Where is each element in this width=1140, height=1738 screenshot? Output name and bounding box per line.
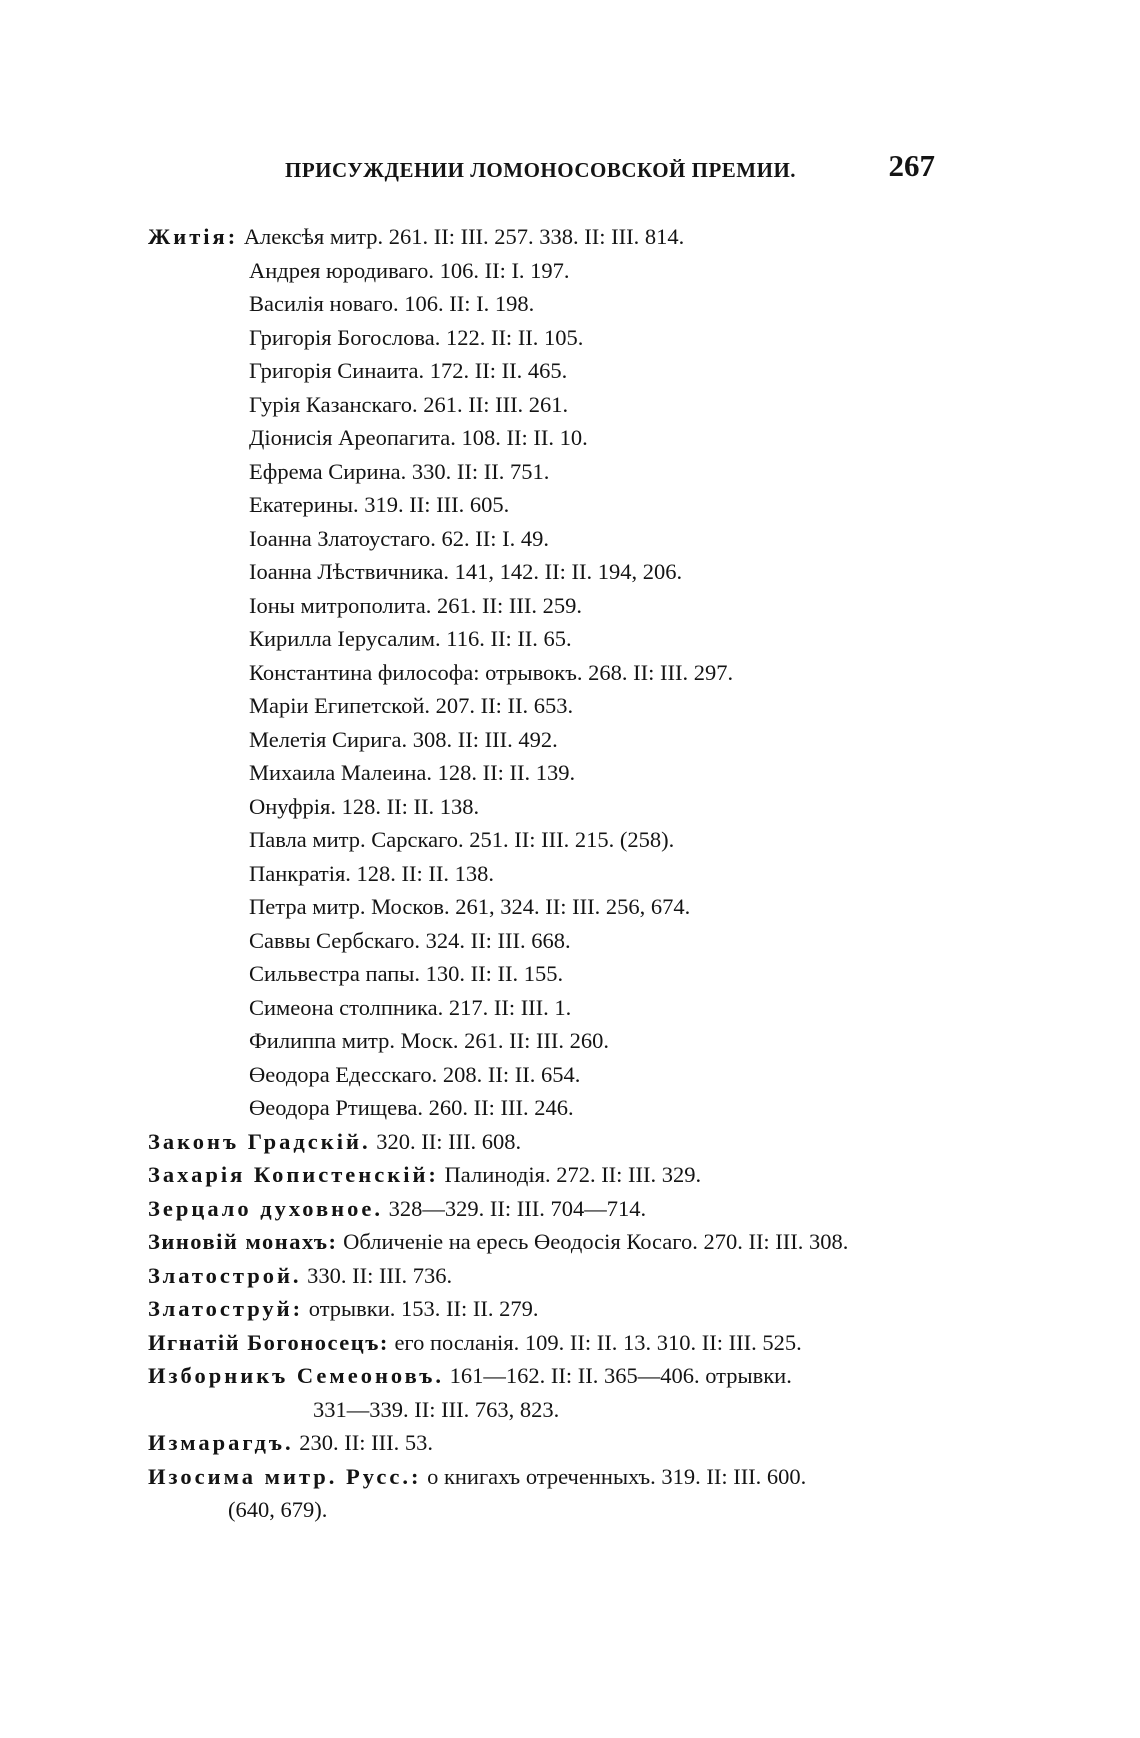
entry-text: Палинодія. 272. II: III. 329. — [444, 1162, 702, 1187]
sub-entry: Екатерины. 319. II: III. 605. — [249, 492, 510, 517]
entry-head: Захарія Копистенскій: — [148, 1162, 439, 1187]
index-entry-zlatostruy — [148, 1292, 948, 1326]
entry-text: 328—329. II: III. 704—714. — [388, 1195, 647, 1221]
sub-entry: Діонисія Ареопагита. 108. II: II. 10. — [249, 425, 588, 450]
entry-text: его посланія. 109. II: II. 13. 310. II: III. 525. — [394, 1329, 802, 1355]
index-entry-izbornik — [148, 1359, 948, 1393]
entry-head: Изборникъ Семеоновъ. — [148, 1363, 444, 1388]
running-title: ПРИСУЖДЕНИИ ЛОМОНОСОВСКОЙ ПРЕМИИ. — [285, 158, 797, 182]
index-entry-izmaragd — [148, 1426, 948, 1460]
page-number: 267 — [888, 148, 935, 183]
entry-text: о книгахъ отреченныхъ. 319. II: III. 600. — [427, 1463, 807, 1489]
sub-entry: Гурія Казанскаго. 261. II: III. 261. — [249, 391, 569, 417]
index-entries — [148, 220, 948, 1527]
index-entry-ignatiy — [148, 1326, 948, 1360]
index-entry-zlatostroy — [148, 1259, 948, 1293]
page-header — [285, 148, 935, 188]
sub-entry: Петра митр. Москов. 261, 324. II: III. 256, 674. — [249, 894, 691, 919]
sub-entry: Симеона столпника. 217. II: III. 1. — [249, 994, 572, 1020]
sub-entry: Григорія Синаита. 172. II: II. 465. — [249, 358, 568, 383]
sub-entry: Іоны митрополита. 261. II: III. 259. — [249, 592, 582, 618]
entry-head: Златоструй: — [148, 1296, 304, 1321]
entry-head: Игнатій Богоносецъ: — [148, 1329, 389, 1355]
sub-entry: Андрея юродиваго. 106. II: I. 197. — [249, 257, 570, 283]
entry-text: Обличеніе на ересь Өеодосія Косаго. 270. II: III. 308. — [343, 1229, 849, 1254]
entry-head: Зерцало духовное. — [148, 1195, 383, 1221]
entry-text: 230. II: III. 53. — [299, 1430, 433, 1455]
sub-entry: Онуфрія. 128. II: II. 138. — [249, 793, 480, 819]
sub-entry: Ефрема Сирина. 330. II: II. 751. — [249, 458, 550, 484]
entry-head: Златострой. — [148, 1262, 302, 1288]
sub-entry: Өеодора Едесскаго. 208. II: II. 654. — [249, 1061, 581, 1087]
sub-entry: Кирилла Іерусалим. 116. II: II. 65. — [249, 626, 572, 651]
sub-entry: Филиппа митр. Моск. 261. II: III. 260. — [249, 1028, 610, 1053]
entry-text: отрывки. 153. II: II. 279. — [308, 1296, 539, 1321]
index-entry-zinoviy — [148, 1225, 948, 1259]
sub-entry: Григорія Богослова. 122. II: II. 105. — [249, 324, 584, 350]
entry-text: Алексѣя митр. 261. II: III. 257. 338. II: III. 814. — [243, 224, 685, 249]
sub-entry: Маріи Египетской. 207. II: II. 653. — [249, 693, 574, 718]
entry-continuation: 331—339. II: III. 763, 823. — [313, 1396, 560, 1422]
index-entry-izosima — [148, 1460, 948, 1494]
sub-entry: Панкратія. 128. II: II. 138. — [249, 860, 495, 886]
sub-entry: Павла митр. Сарскаго. 251. II: III. 215. (258). — [249, 827, 675, 852]
sub-entry: Константина философа: отрывокъ. 268. II: III. 297. — [249, 659, 734, 685]
entry-continuation: (640, 679). — [228, 1497, 328, 1522]
entry-head: Изосима митр. Русс.: — [148, 1463, 422, 1489]
sub-entry: Саввы Сербскаго. 324. II: III. 668. — [249, 927, 571, 953]
entry-head: Зиновій монахъ: — [148, 1229, 338, 1254]
sub-entry: Іоанна Златоустаго. 62. II: I. 49. — [249, 525, 549, 551]
sub-entry: Іоанна Лѣствичника. 141, 142. II: II. 194, 206. — [249, 559, 683, 584]
index-entry-zakhariya — [148, 1158, 948, 1192]
entry-text: 330. II: III. 736. — [307, 1262, 453, 1288]
index-entry-zakon — [148, 1125, 948, 1159]
entry-text: 161—162. II: II. 365—406. отрывки. — [449, 1363, 792, 1388]
entry-head: Измарагдъ. — [148, 1430, 294, 1455]
sub-entry: Сильвестра папы. 130. II: II. 155. — [249, 961, 564, 986]
sub-entry: Өеодора Ртищева. 260. II: III. 246. — [249, 1095, 574, 1120]
entry-text: 320. II: III. 608. — [376, 1128, 522, 1154]
sub-entry: Мелетія Сирига. 308. II: III. 492. — [249, 726, 558, 752]
index-entry-zertsalo — [148, 1192, 948, 1226]
sub-entry: Михаила Малеина. 128. II: II. 139. — [249, 760, 576, 785]
entry-head: Житія: — [148, 224, 239, 249]
sub-entry: Василія новаго. 106. II: I. 198. — [249, 291, 535, 316]
entry-head: Законъ Градскій. — [148, 1128, 371, 1154]
index-entry-zhitiya — [148, 220, 948, 254]
